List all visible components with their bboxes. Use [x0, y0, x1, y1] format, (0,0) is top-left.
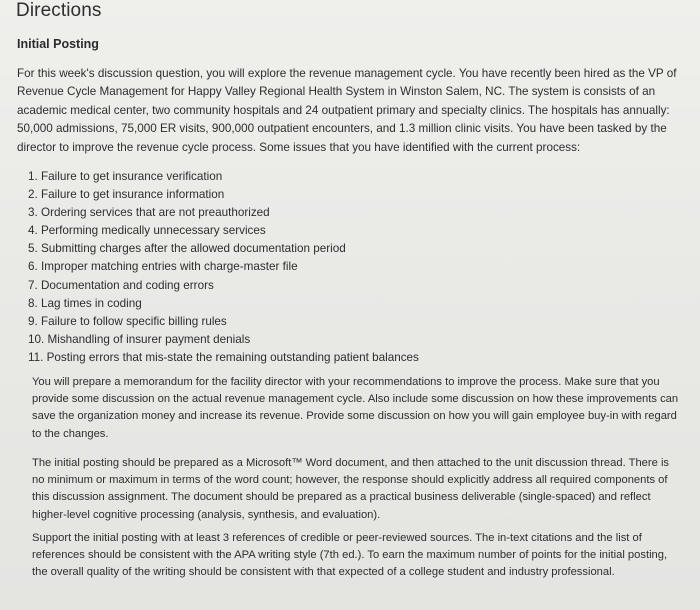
list-item: 8. Lag times in coding: [28, 296, 142, 310]
issues-list: [28, 168, 419, 367]
format-paragraph: The initial posting should be prepared as a Microsoft™ Word document, and then attached to the unit discussion thread. There is no minimum or maximum in terms of the word count; however, the response should explicitly address all required components of this discussion assignment. The document should be prepared as a practical business deliverable (single-spaced) and reflect higher-level cognitive processing (analysis, synthesis, and evaluation).: [32, 457, 670, 521]
list-item: 5. Submitting charges after the allowed documentation period: [28, 242, 346, 256]
list-item: 7. Documentation and coding errors: [28, 278, 214, 292]
list-item: 11. Posting errors that mis-state the remaining outstanding patient balances: [28, 350, 419, 364]
page-title: Directions: [16, 0, 102, 21]
section-title: Initial Posting: [17, 37, 99, 51]
memo-paragraph: You will prepare a memorandum for the facility director with your recommendations to improve the process. Make sure that you provide some discussion on the actual revenue management cycle. Also include some discussion on how these improvements can save the organization money and increase its revenue. Provide some discussion on how you will gain employee buy-in with regard to the changes.: [32, 376, 679, 440]
list-item: 1. Failure to get insurance verification: [28, 170, 223, 183]
list-item: 2. Failure to get insurance information: [28, 188, 225, 202]
list-item: 9. Failure to follow specific billing rules: [28, 314, 227, 328]
list-item: 10. Mishandling of insurer payment denials: [28, 332, 251, 346]
intro-paragraph: For this week's discussion question, you will explore the revenue management cycle. You have recently been hired as the VP of Revenue Cycle Management for Happy Valley Regional Health System in Winston Salem, NC. The system is consists of an academic medical center, two community hospitals and 24 outpatient primary and specialty clinics. The hospitals has annually: 50,000 admissions, 75,000 ER visits, 900,000 outpatient encounters, and 1.3 million clinic visits. You have been tasked by the director to improve the revenue cycle process. Some issues that you have identified with the current process:: [17, 67, 677, 154]
references-paragraph: Support the initial posting with at least 3 references of credible or peer-reviewed sources. The in-text citations and the list of references should be consistent with the APA writing style (7th ed.). To earn the maximum number of points for the initial posting, the overall quality of the writing should be consistent with that expected of a college student and industry professional.: [32, 532, 668, 579]
list-item: 6. Improper matching entries with charge-master file: [28, 260, 298, 274]
list-item: 3. Ordering services that are not preauthorized: [28, 206, 270, 220]
list-item: 4. Performing medically unnecessary services: [28, 224, 266, 238]
